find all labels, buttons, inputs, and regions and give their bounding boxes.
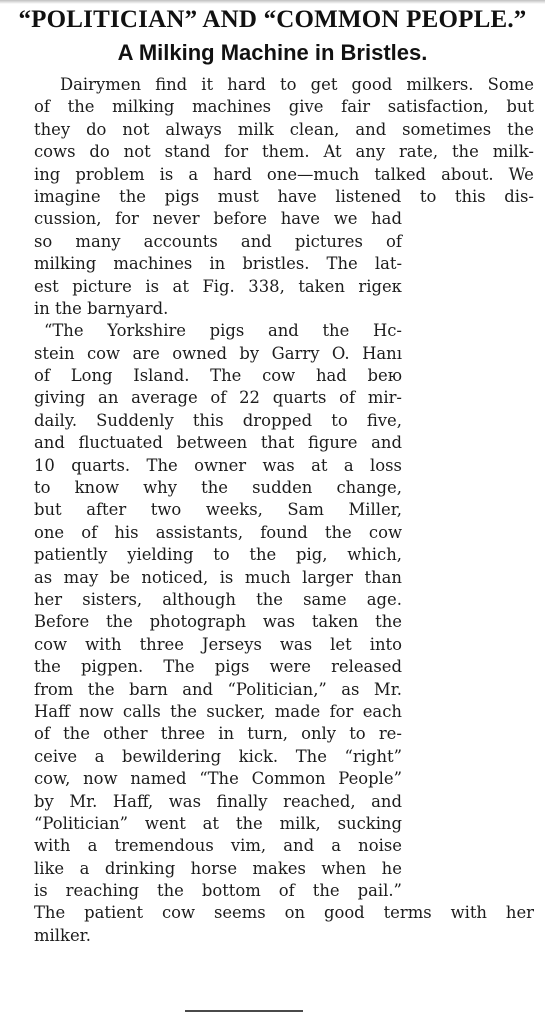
text-line: Haff now calls the sucker, made for each [34, 701, 402, 721]
text-line: cows do not stand for them. At any rate, the milk- [34, 142, 534, 162]
headline: “POLITICIAN” AND “COMMON PEOPLE.” [18, 6, 527, 33]
text-line: one of his assistants, found the cow [34, 522, 402, 542]
text-line: milker. [34, 925, 91, 945]
text-line: like a drinking horse makes when he [34, 858, 402, 878]
text-line: imagine the pigs must have listened to this dis- [34, 186, 534, 206]
text-line: 10 quarts. The owner was at a loss [34, 455, 402, 475]
text-line: The patient cow seems on good terms with her [34, 903, 534, 923]
text-line: in the barnyard. [34, 298, 169, 318]
end-of-article-rule [185, 1010, 303, 1012]
text-line: they do not always milk clean, and sometimes the [34, 119, 534, 139]
text-line: from the barn and “Politician,” as Mr. [34, 679, 402, 699]
text-line: and fluctuated between that figure and [34, 433, 402, 453]
text-line: “Politician” went at the milk, sucking [34, 813, 402, 833]
text-line: of the milking machines give fair satisfaction, but [34, 97, 534, 117]
text-line: is reaching the bottom of the pail.” [34, 881, 402, 901]
text-line: with a tremendous vim, and a noise [34, 836, 402, 856]
text-line: cussion, for never before have we had [34, 209, 402, 229]
text-line: ceive a bewildering kick. The “right” [34, 746, 402, 766]
text-line: of Long Island. The cow had beю [34, 366, 402, 386]
text-line: Before the photograph was taken the [34, 612, 402, 632]
text-line: daily. Suddenly this dropped to five, [34, 410, 402, 430]
text-line: cow, now named “The Common People” [34, 769, 402, 789]
text-line: so many accounts and pictures of [34, 231, 402, 251]
text-line: her sisters, although the same age. [34, 589, 402, 609]
text-line: by Mr. Haff, was finally reached, and [34, 791, 402, 811]
text-line: milking machines in bristles. The lat- [34, 254, 402, 274]
text-line: ing problem is a hard one—much talked about. We [34, 164, 534, 184]
text-line: to know why the sudden change, [34, 478, 402, 498]
text-line: giving an average of 22 quarts of mir- [34, 388, 402, 408]
text-line: but after two weeks, Sam Miller, [34, 500, 402, 520]
text-line: the pigpen. The pigs were released [34, 657, 402, 677]
text-line: Dairymen find it hard to get good milkers. Some [60, 75, 534, 94]
text-line: as may be noticed, is much larger than [34, 567, 402, 587]
text-line: stein cow are owned by Garry O. Hanı [34, 343, 402, 363]
text-line: “The Yorkshire pigs and the Hc- [44, 321, 402, 341]
subheadline: A Milking Machine in Bristles. [117, 40, 428, 65]
text-line: patiently yielding to the pig, which, [34, 545, 402, 565]
article-body [34, 74, 534, 947]
text-line: est picture is at Fig. 338, taken rigeк [34, 276, 402, 296]
text-line: of the other three in turn, only to re- [34, 724, 402, 744]
text-line: cow with three Jerseys was let into [34, 634, 402, 654]
